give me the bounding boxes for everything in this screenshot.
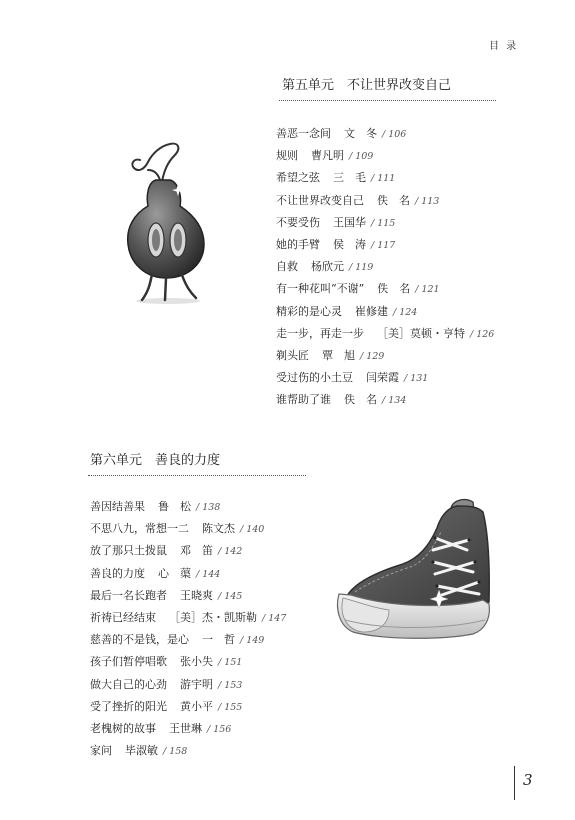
entry-page-ref: / 144: [196, 568, 221, 580]
toc-entry: [276, 367, 494, 389]
toc-entry: [90, 496, 286, 518]
entry-author: 王世琳: [169, 721, 202, 735]
entry-title: 善良的力度: [90, 566, 145, 580]
entry-title: 放了那只土拨鼠: [90, 544, 167, 558]
entry-page-ref: / 147: [262, 612, 287, 624]
toc-entry: [90, 674, 286, 696]
entry-title: 最后一名长跑者: [90, 588, 167, 602]
toc-entry: [276, 123, 494, 145]
entry-page-ref: / 134: [382, 395, 407, 407]
toc-entry: [90, 518, 286, 540]
entry-page-ref: / 111: [371, 173, 396, 185]
toc-entry: [276, 301, 494, 323]
entry-title: 不让世界改变自己: [276, 193, 364, 207]
toc-entry: [90, 563, 286, 585]
gourd-creature-icon: [112, 140, 220, 305]
entry-title: 做大自己的心劲: [90, 677, 167, 691]
entry-page-ref: / 106: [382, 129, 407, 140]
entry-author: 毕淑敏: [125, 744, 158, 758]
gourd-shadow: [136, 298, 200, 304]
page-number: 3: [523, 771, 533, 789]
unit-5-dotted-rule: [279, 100, 496, 101]
entry-title: 走一步，再走一步: [276, 326, 364, 340]
entry-author: 三 毛: [333, 171, 366, 185]
entry-title: 老槐树的故事: [90, 721, 156, 735]
entry-title: 孩子们暂停唱歌: [90, 655, 167, 669]
entry-page-ref: / 113: [415, 195, 440, 207]
entry-page-ref: / 138: [196, 502, 221, 513]
entry-author: 心 蕖: [158, 566, 191, 580]
entry-page-ref: / 129: [360, 350, 385, 362]
toc-entry: [276, 256, 494, 278]
entry-page-ref: / 109: [349, 151, 374, 163]
toc-entry: [90, 540, 286, 562]
toc-entry: [90, 607, 286, 629]
entry-title: 家问: [90, 744, 112, 758]
unit-6-title: 第六单元 善良的力度: [90, 453, 221, 468]
toc-entry: [276, 323, 494, 345]
entry-page-ref: / 149: [240, 635, 265, 647]
entry-page-ref: / 119: [349, 262, 374, 274]
entry-title: 受过伤的小土豆: [276, 371, 353, 385]
entry-page-ref: / 151: [218, 657, 243, 669]
gourd-stem: [132, 144, 178, 182]
entry-title: 自救: [276, 260, 298, 274]
entry-author: 闫荣霞: [366, 371, 399, 385]
toc-entry: [276, 167, 494, 189]
entry-title: 祈祷已经结束: [90, 610, 156, 624]
entry-author: 陈文杰: [202, 522, 235, 536]
entry-author: 鲁 松: [158, 500, 191, 513]
entry-author: 佚 名: [377, 193, 410, 207]
entry-title: 受了挫折的阳光: [90, 699, 167, 713]
toc-entry: [276, 145, 494, 167]
entry-author: ［美］莫顿・亨特: [377, 326, 465, 340]
toc-entry: [90, 696, 286, 718]
entry-author: 侯 涛: [333, 237, 366, 251]
toc-entry: [276, 345, 494, 367]
entry-author: 佚 名: [377, 282, 411, 296]
entry-page-ref: / 140: [240, 524, 265, 536]
entry-title: 希望之弦: [276, 171, 320, 185]
entry-page-ref: / 142: [218, 546, 243, 558]
entry-title: 她的手臂: [276, 237, 320, 251]
sneaker-icon: [333, 498, 495, 643]
toc-entry: [90, 740, 286, 762]
entry-title: 规则: [276, 149, 298, 163]
entry-title: 谁帮助了谁: [276, 393, 331, 407]
entry-author: 王晓爽: [180, 588, 213, 602]
entry-title: 慈善的不是钱，是心: [90, 633, 189, 647]
entry-author: 张小失: [180, 655, 213, 669]
entry-title: 精彩的是心灵: [276, 304, 342, 318]
unit-5-entry-list: [276, 123, 494, 411]
entry-page-ref: / 156: [207, 723, 232, 735]
entry-page-ref: / 131: [404, 373, 429, 385]
entry-author: 文 冬: [344, 127, 377, 140]
entry-page-ref: / 145: [218, 590, 243, 602]
toc-entry: [276, 278, 494, 300]
entry-page-ref: / 158: [163, 746, 188, 758]
entry-title: 有一种花叫“不谢”: [276, 282, 365, 296]
entry-page-ref: / 121: [415, 284, 440, 296]
toc-entry: [90, 585, 286, 607]
entry-page-ref: / 126: [470, 328, 495, 340]
entry-page-ref: / 155: [218, 701, 243, 713]
entry-title: 不思八九，常想一二: [90, 522, 189, 536]
toc-entry: [276, 190, 494, 212]
entry-page-ref: / 115: [371, 217, 396, 229]
entry-author: 覃 旭: [322, 348, 355, 362]
entry-page-ref: / 153: [218, 679, 243, 691]
entry-author: ［美］杰・凯斯勒: [169, 610, 257, 624]
entry-title: 善恶一念间: [276, 127, 331, 140]
entry-author: 杨欣元: [311, 260, 344, 274]
entry-author: 游宇明: [180, 677, 213, 691]
entry-author: 曹凡明: [311, 149, 344, 163]
entry-author: 一 哲: [202, 633, 235, 647]
entry-title: 剃头匠: [276, 348, 309, 362]
toc-entry: [90, 629, 286, 651]
toc-entry: [276, 234, 494, 256]
running-header: 目 录: [489, 41, 519, 52]
entry-author: 邓 笛: [180, 544, 213, 558]
entry-page-ref: / 124: [393, 306, 418, 318]
entry-title: 善因结善果: [90, 500, 145, 513]
entry-author: 王国华: [333, 215, 366, 229]
gourd-body: [128, 180, 204, 278]
entry-author: 佚 名: [344, 393, 377, 407]
entry-title: 不要受伤: [276, 215, 320, 229]
folio-rule: [514, 766, 515, 800]
unit-6-dotted-rule: [88, 475, 306, 476]
unit-6-entry-list: [90, 496, 286, 762]
toc-entry: [276, 212, 494, 234]
toc-entry: [90, 718, 286, 740]
toc-entry: [90, 651, 286, 673]
entry-author: 崔修建: [355, 304, 388, 318]
entry-author: 黄小平: [180, 699, 213, 713]
unit-5-title: 第五单元 不让世界改变自己: [282, 78, 452, 93]
entry-page-ref: / 117: [371, 239, 396, 251]
toc-entry: [276, 389, 494, 411]
